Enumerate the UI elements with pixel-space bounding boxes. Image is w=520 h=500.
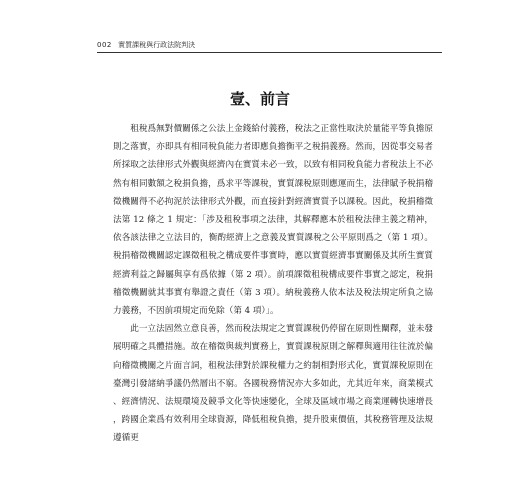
section-title: 壹、前言: [229, 90, 290, 108]
page-number: 002: [97, 41, 112, 49]
header-rule: [97, 52, 442, 53]
running-header: [97, 40, 195, 50]
body-text: [113, 120, 433, 448]
paragraph: 租稅爲無對價關係之公法上金錢給付義務，稅法之正當性取決於量能平等負擔原則之落實，亦即具有相同稅負能力者即應負擔衡平之稅捐義務。然而，因從事交易者所採取之法律形式外觀與經濟內在實質未必一致，以致有相同稅負能力者稅法上不必然有相同數額之稅捐負擔，爲求平等課稅，實質課稅原則應運而生，法律賦予稅捐稽徵機關得不必拘泥於法律形式外觀，而直接針對經濟實質予以課稅。因此，稅捐稽徵法第 12 條之 1 規定：「涉及租稅事項之法律，其解釋應本於租稅法律主義之精神，依各該法律之立法目的，衡酌經濟上之意義及實質課稅之公平原則爲之（第 1 項）。稅捐稽徵機關認定課徵租稅之構成要件事實時，應以實質經濟事實關係及其所生實質經濟利益之歸屬與享有爲依據（第 2 項）。前項課徵租稅構成要件事實之認定，稅捐稽徵機關就其事實有舉證之責任（第 3 項）。納稅義務人依本法及稅法規定所負之協力義務，不因前項規定而免除（第 4 項）」。: [113, 124, 433, 317]
running-title: 實質課稅與行政法院判決: [118, 41, 196, 49]
paragraph: 此一立法固然立意良善，然而稅法規定之實質課稅仍停留在原則性闡釋，並未發展明確之具體措施。故在稽徵與裁判實務上，實質課稅原則之解釋與適用往往流於偏向稽徵機關之片面言詞，租稅法律對於課稅權力之約制相對形式化，實質課稅原則在臺灣引發諸納爭議仍然層出不窮。各國稅務情況亦大多如此，尤其近年來，商業模式、經濟情況、法規環境及競爭文化等快速變化，全球及區域市場之商業運轉快速增長，跨國企業爲有效利用全球資源，降低租稅負擔，提升股東價值，其稅務管理及法規遵循更: [113, 324, 433, 444]
